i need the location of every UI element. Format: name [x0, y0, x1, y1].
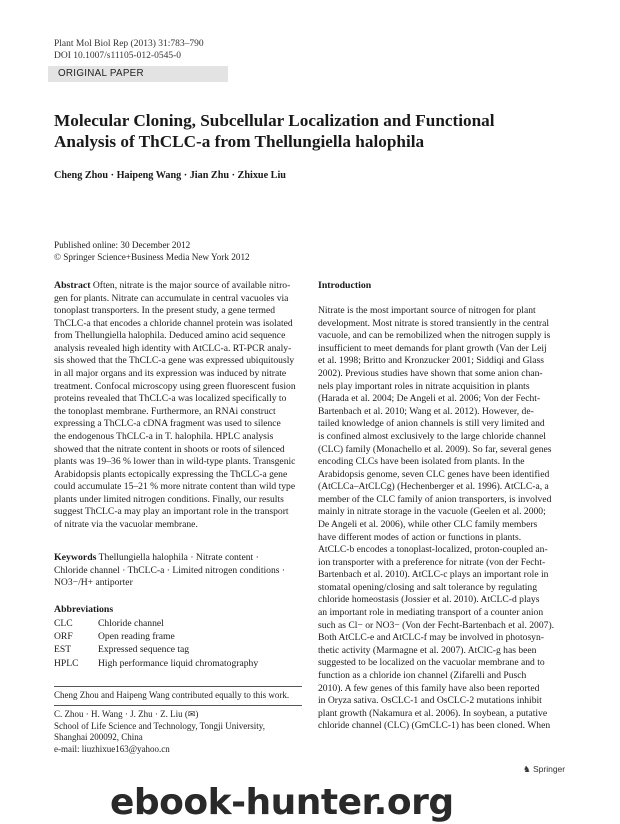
introduction-line: encoding CLCs have been isolated from plants. In the	[318, 456, 525, 468]
affiliation-school: School of Life Science and Technology, Tongji University,	[54, 720, 265, 731]
introduction-line: De Angeli et al. 2006), while other CLC family members	[318, 518, 538, 530]
keywords-line: Keywords Thellungiella halophila · Nitrate content ·	[54, 552, 259, 563]
springer-horse-icon: ♞	[523, 764, 533, 774]
introduction-line: Nitrate is the most important source of nitrogen for plant	[318, 305, 536, 317]
introduction-line: Arabidopsis genome, seven CLC genes have been identified	[318, 468, 550, 480]
footnote-divider	[54, 686, 302, 687]
abstract-line: in all major organs and its expression was induced by nitrate	[54, 368, 287, 380]
affiliation-divider	[54, 705, 302, 706]
introduction-line: nels play important roles in nitrate acquisition in plants	[318, 380, 530, 392]
keywords-line: NO3−/H+ antiporter	[54, 577, 133, 588]
abstract-line: gen for plants. Nitrate can accumulate in central vacuoles via	[54, 292, 289, 304]
abstract-line: tonoplast transporters. In the present study, a gene termed	[54, 305, 276, 317]
abbreviation-row: ORF Open reading frame	[54, 631, 175, 643]
introduction-line: Bartenbach et al. 2010; Wang et al. 2012). However, de-	[318, 405, 534, 417]
introduction-line: 2010). A few genes of this family have also been reported	[318, 682, 540, 694]
abstract-line: could accumulate 15–21 % more nitrate content than wild type	[54, 481, 296, 493]
introduction-line: member of the CLC family of anion transporters, is involved	[318, 493, 552, 505]
introduction-line: function as a chloride ion channel (Zifarelli and Pusch	[318, 669, 527, 681]
abstract-heading: Abstract	[54, 280, 91, 291]
introduction-heading: Introduction	[318, 280, 372, 291]
keywords-line: Chloride channel · ThCLC-a · Limited nitrogen conditions ·	[54, 564, 286, 576]
introduction-line: thetic activity (Marmagne et al. 2007). AtClC-g has been	[318, 644, 537, 656]
keywords-heading: Keywords	[54, 552, 97, 563]
introduction-line: 2002). Previous studies have shown that some anion chan-	[318, 368, 543, 380]
abbreviations-list	[54, 617, 258, 670]
abstract-line: expressing a ThCLC-a cDNA fragment was used to silence	[54, 418, 281, 430]
abbreviations-heading: Abbreviations	[54, 604, 114, 615]
introduction-line: vacuole, and can be remobilized when the nitrogen supply is	[318, 330, 551, 342]
article-type-badge: ORIGINAL PAPER	[48, 66, 228, 82]
author-list: Cheng Zhou · Haipeng Wang · Jian Zhu · Zhixue Liu	[54, 170, 286, 181]
publisher-logo: ♞ Springer	[523, 764, 566, 774]
introduction-line: development. Most nitrate is stored transiently in the central	[318, 317, 549, 329]
abstract-line: showed that the nitrate content in shoots or roots of silenced	[54, 443, 285, 455]
introduction-line: have different modes of action or functions in plants.	[318, 531, 522, 543]
introduction-line: is confined almost exclusively to the large chloride channel	[318, 430, 546, 442]
introduction-line: stomatal opening/closing and salt tolerance by regulating	[318, 581, 537, 593]
introduction-line: (AtCLCa–AtCLCg) (Hechenberger et al. 1996). AtCLC-a, a	[318, 481, 549, 493]
watermark: ebook-hunter.org	[110, 782, 454, 823]
abbreviation-row: HPLC High performance liquid chromatography	[54, 657, 259, 669]
abstract-line: proteins revealed that ThCLC-a was localized specifically to	[54, 393, 287, 405]
introduction-line: Bartenbach et al. 2010). AtCLC-c plays an important role in	[318, 569, 549, 581]
affiliation-email[interactable]: e-mail: liuzhixue163@yahoo.cn	[54, 743, 170, 754]
paper-title-line-2: Analysis of ThCLC-a from Thellungiella halophila	[54, 132, 425, 151]
keywords	[54, 552, 304, 590]
abstract-line: plants under limited nitrogen conditions. Finally, our results	[54, 493, 284, 505]
introduction-line: (CLC) family (Monachello et al. 2009). So far, several genes	[318, 443, 552, 455]
introduction-line: plant growth (Nakamura et al. 2006). In soybean, a putative	[318, 707, 548, 719]
introduction-line: chloride channel (CLC) (GmCLC-1) has been cloned. When	[318, 720, 551, 732]
abstract-line: of nitrate via the vacuolar membrane.	[54, 518, 198, 530]
introduction-line: et al. 1998; Britto and Kronzucker 2001; Siddiqi and Glass	[318, 355, 544, 367]
affiliation-block	[54, 709, 265, 755]
abstract-line: the tonoplast membrane. Furthermore, an RNAi construct	[54, 405, 276, 417]
journal-doi: DOI 10.1007/s11105-012-0545-0	[54, 51, 182, 61]
paper-title	[54, 110, 574, 152]
abstract	[54, 280, 301, 532]
introduction-line: suggested to be localized on the vacuolar membrane and to	[318, 657, 545, 669]
introduction-line: in Oryza sativa. OsCLC-1 and OsCLC-2 mutations inhibit	[318, 695, 542, 707]
contribution-note: Cheng Zhou and Haipeng Wang contributed equally to this work.	[54, 690, 290, 700]
paper-title-line-1: Molecular Cloning, Subcellular Localization and Functional	[54, 111, 495, 130]
abstract-line: plants was 19–36 % lower than in wild-type plants. Transgenic	[54, 456, 296, 468]
introduction-line: chloride homeostasis (Jossier et al. 2010). AtCLC-d plays	[318, 594, 540, 606]
introduction-line: mainly in nitrate storage in the vacuole (Geelen et al. 2000;	[318, 506, 546, 518]
abstract-line: from Thellungiella halophila. Deduced amino acid sequence	[54, 330, 286, 342]
introduction-line: AtCLC-b encodes a tonoplast-localized, proton-coupled an-	[318, 544, 548, 556]
abstract-line: treatment. Confocal microscopy using green fluorescent fusion	[54, 380, 296, 392]
publication-info	[54, 239, 250, 263]
introduction-line: tailed knowledge of anion channels is still very limited and	[318, 418, 545, 430]
abstract-line: analysis revealed high identity with AtCLC-a. RT-PCR analy-	[54, 342, 292, 354]
abstract-line: Arabidopsis plants ectopically expressing the ThCLC-a gene	[54, 468, 288, 480]
introduction-line: insufficient to meet demands for plant growth (Van der Leij	[318, 342, 547, 354]
abstract-line: sis showed that the ThCLC-a gene was expressed ubiquitously	[54, 355, 295, 367]
introduction-line: Both AtCLC-e and AtCLC-f may be involved in photosyn-	[318, 632, 544, 644]
published-date: Published online: 30 December 2012	[54, 240, 191, 250]
abstract-line: the endogenous ThCLC-a in T. halophila. HPLC analysis	[54, 430, 274, 442]
introduction	[318, 280, 567, 733]
introduction-line: such as Cl− or NO3− (Von der Fecht-Bartenbach et al. 2007).	[318, 619, 555, 631]
abstract-line: suggest ThCLC-a may play an important role in the transport	[54, 506, 289, 518]
journal-citation: Plant Mol Biol Rep (2013) 31:783–790	[54, 39, 204, 49]
copyright-notice: © Springer Science+Business Media New York 2012	[54, 252, 250, 262]
abstract-line: Abstract Often, nitrate is the major source of available nitro-	[54, 280, 291, 291]
affiliation-authors: C. Zhou · H. Wang · J. Zhu · Z. Liu (✉)	[54, 709, 199, 719]
abstract-line: ThCLC-a that encodes a chloride channel protein was isolated	[54, 317, 293, 329]
journal-header	[54, 38, 204, 62]
introduction-line: (Harada et al. 2004; De Angeli et al. 2006; Von der Fecht-	[318, 393, 541, 405]
affiliation-city: Shanghai 200092, China	[54, 732, 143, 742]
introduction-line: an important role in mediating transport of a counter anion	[318, 607, 544, 619]
introduction-line: ion transporter with a preference for nitrate (von der Fecht-	[318, 556, 546, 568]
abbreviation-row: CLC Chloride channel	[54, 618, 164, 629]
abbreviation-row: EST Expressed sequence tag	[54, 644, 190, 656]
